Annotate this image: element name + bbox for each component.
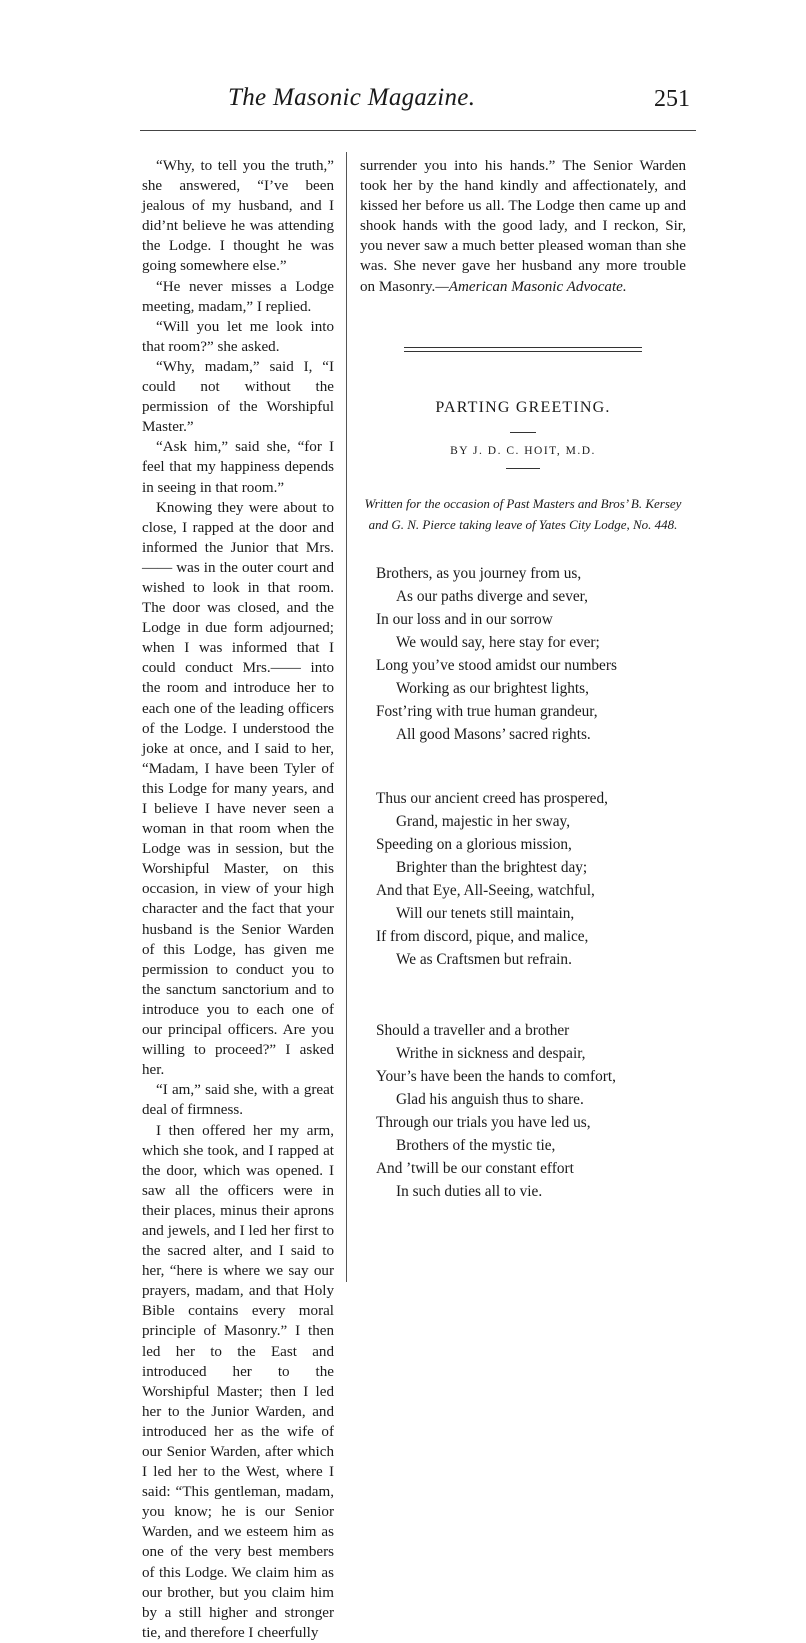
poem-line: Thus our ancient creed has prospered, (376, 789, 608, 807)
poem-line: In such duties all to vie. (396, 1182, 543, 1200)
poem-line: As our paths diverge and sever, (396, 587, 588, 605)
title-rule (510, 432, 536, 433)
poem-line: If from discord, pique, and malice, (376, 927, 589, 945)
poem-line: We would say, here stay for ever; (396, 633, 600, 651)
paragraph: I then offered her my arm, which she took, and I rapped at the door, which was opened. I saw all the officers were in their places, minus their aprons and jewels, and I led her first to the sacred alter, and I said to her, “here is where we say our prayers, madam, and that Holy Bible contains every moral principle of Masonry.” I then led her to the East and introduced her to the Worshipful Master; then I led her to the Junior Warden, and introduced her as the wife of our Senior Warden, after which I led her to the West, where I said: “This gentleman, madam, you know; he is our Senior Warden, and we esteem him as one of the very best members of this Lodge. We claim him as our brother, but you claim him by a still higher and stronger tie, and therefore I cheerfully (142, 1122, 334, 1641)
poem-title: PARTING GREETING. (435, 398, 611, 416)
running-title: The Masonic Magazine. (228, 84, 476, 111)
poem-line: Should a traveller and a brother (376, 1021, 570, 1039)
poem-line: Fost’ring with true human grandeur, (376, 702, 598, 720)
poem-stanza (376, 787, 686, 971)
poem-byline: BY J. D. C. HOIT, M.D. (450, 444, 596, 457)
paragraph: “Will you let me look into that room?” she asked. (142, 318, 334, 355)
paragraph: “I am,” said she, with a great deal of firmness. (142, 1082, 334, 1119)
article-continuation (360, 156, 686, 297)
page-number: 251 (654, 86, 690, 112)
column-divider (346, 152, 347, 1282)
poem-line: Your’s have been the hands to comfort, (376, 1067, 616, 1085)
article-source: —American Masonic Advocate. (435, 278, 627, 295)
page-header (0, 84, 806, 124)
poem-line: Through our trials you have led us, (376, 1113, 591, 1131)
paragraph: “Why, to tell you the truth,” she answered, “I’ve been jealous of my husband, and I did’nt believe he was attending the Lodge. I thought he was going somewhere else.” (142, 158, 334, 275)
poem-stanza (376, 562, 686, 746)
poem-line: Glad his anguish thus to share. (396, 1090, 584, 1108)
header-rule (140, 130, 696, 131)
right-column (360, 156, 686, 1203)
poem-line: We as Craftsmen but refrain. (396, 950, 572, 968)
poem-line: Speeding on a glorious mission, (376, 835, 572, 853)
poem-line: Brighter than the brightest day; (396, 858, 588, 876)
poem-line: In our loss and in our sorrow (376, 610, 553, 628)
left-column (142, 156, 334, 1643)
poem-line: Long you’ve stood amidst our numbers (376, 656, 617, 674)
paragraph: “Why, madam,” said I, “I could not without the permission of the Worshipful Master.” (142, 358, 334, 436)
poem-line: Brothers, as you journey from us, (376, 564, 582, 582)
poem-dedication: Written for the occasion of Past Masters and Bros’ B. Kersey and G. N. Pierce taking leave of Yates City Lodge, No. 448. (364, 495, 682, 532)
paragraph: “He never misses a Lodge meeting, madam,” I replied. (142, 278, 334, 315)
paragraph: Knowing they were about to close, I rapped at the door and informed the Junior that Mrs.—— was in the outer court and wished to look in that room. The door was closed, and the Lodge in due form adjourned; when I was informed that I could conduct Mrs.—— into the room and introduce her to each one of the leading officers of the Lodge. I understood the joke at once, and I said to her, “Madam, I have been Tyler of this Lodge for many years, and I believe I have never seen a woman in that room when the Lodge was in session, but the Worshipful Master, on this occasion, in view of your high character and the fact that your husband is the Senior Warden of this Lodge, has given me permission to conduct you to the sanctum sanctorium and to introduce you to each one of our principal officers. Are you willing to proceed?” I asked her. (142, 499, 334, 1079)
section-divider (404, 347, 642, 352)
poem-line: Writhe in sickness and despair, (396, 1044, 586, 1062)
poem-line: Will our tenets still maintain, (396, 904, 575, 922)
poem-line: And ’twill be our constant effort (376, 1159, 574, 1177)
poem-line: Grand, majestic in her sway, (396, 812, 571, 830)
poem-line: Brothers of the mystic tie, (396, 1136, 556, 1154)
continuation-text: surrender you into his hands.” The Senior Warden took her by the hand kindly and affectionately, and kissed her before us all. The Lodge then came up and shook hands with the good lady, and I reckon, Sir, you never saw a much better pleased woman than she was. She never gave her husband any more trouble on Masonry. (360, 158, 686, 295)
poem-stanza (376, 1019, 686, 1203)
paragraph: “Ask him,” said she, “for I feel that my happiness depends in seeing in that room.” (142, 439, 334, 496)
byline-rule (506, 468, 540, 469)
poem-line: Working as our brightest lights, (396, 679, 589, 697)
poem-line: And that Eye, All-Seeing, watchful, (376, 881, 595, 899)
poem-line: All good Masons’ sacred rights. (396, 725, 591, 743)
